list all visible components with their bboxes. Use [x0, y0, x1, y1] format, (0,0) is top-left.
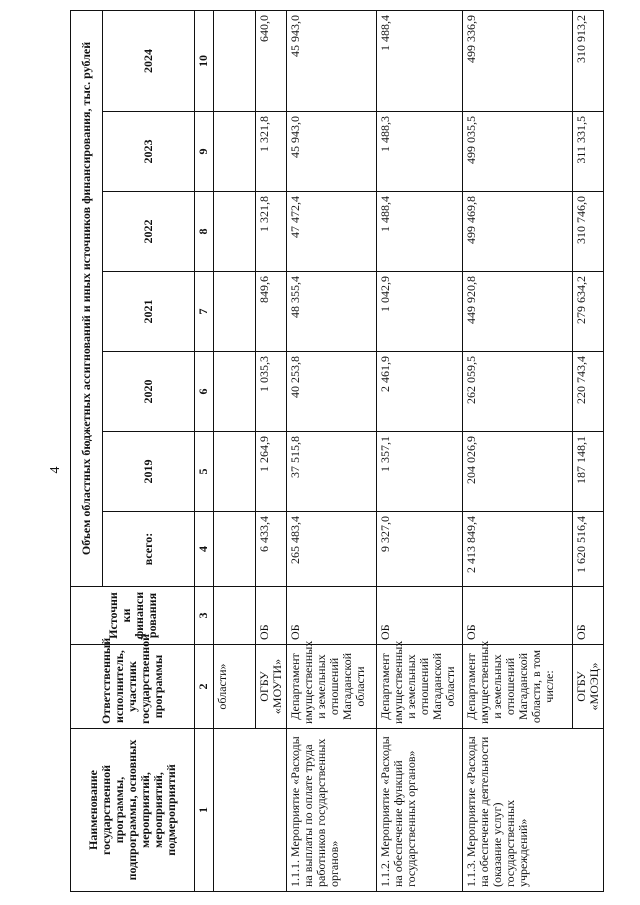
header-name: Наименование государственной программы, подпрограммы, основных мероприятий, мероприятий, подмероприятий	[71, 729, 195, 892]
year-value-cell: 499 336,9	[463, 10, 573, 111]
year-value-cell: 262 059,5	[463, 352, 573, 432]
year-value-cell: 37 515,8	[287, 432, 377, 512]
year-value-cell: 310 913,2	[573, 10, 604, 111]
executor-cell: Департамент имущественных и земельных отношений Магаданской области	[287, 645, 377, 729]
year-value-cell: 640,0	[256, 10, 287, 111]
year-value-cell: 1 357,1	[377, 432, 463, 512]
year-value-cell: 1 321,8	[256, 112, 287, 192]
table-row	[214, 10, 256, 891]
year-value-cell	[214, 112, 256, 192]
financing-table	[70, 10, 604, 892]
column-number: 4	[195, 512, 214, 587]
header-sources: Источни ки финанси рования	[71, 587, 195, 645]
table-row	[287, 10, 377, 891]
header-year: 2021	[103, 272, 195, 352]
total-cell: 2 413 849,4	[463, 512, 573, 587]
year-value-cell: 1 321,8	[256, 192, 287, 272]
year-value-cell: 220 743,4	[573, 352, 604, 432]
executor-cell: Департамент имущественных и земельных отношений Магаданской области, в том числе:	[463, 645, 573, 729]
table-row	[463, 10, 573, 891]
year-value-cell: 1 488,4	[377, 192, 463, 272]
column-number: 5	[195, 432, 214, 512]
column-number: 7	[195, 272, 214, 352]
year-value-cell: 204 026,9	[463, 432, 573, 512]
total-cell: 265 483,4	[287, 512, 377, 587]
header-year: 2023	[103, 112, 195, 192]
column-number: 10	[195, 10, 214, 111]
year-value-cell: 311 331,5	[573, 112, 604, 192]
year-value-cell: 45 943,0	[287, 112, 377, 192]
header-year: 2020	[103, 352, 195, 432]
header-financing-group: Объем областных бюджетных ассигнований и иных источников финансирования, тыс. рублей	[71, 10, 103, 586]
executor-cell: области»	[214, 645, 256, 729]
header-executor: Ответственный исполнитель, участник государственной программы	[71, 645, 195, 729]
year-value-cell: 1 264,9	[256, 432, 287, 512]
year-value-cell: 449 920,8	[463, 272, 573, 352]
year-value-cell: 187 148,1	[573, 432, 604, 512]
year-value-cell	[214, 192, 256, 272]
year-value-cell	[214, 272, 256, 352]
column-number: 9	[195, 112, 214, 192]
year-value-cell: 1 488,4	[377, 10, 463, 111]
column-number: 3	[195, 587, 214, 645]
year-value-cell: 1 042,9	[377, 272, 463, 352]
column-number: 6	[195, 352, 214, 432]
rotated-table-container	[70, 11, 630, 892]
executor-cell: Департамент имущественных и земельных отношений Магаданской области	[377, 645, 463, 729]
column-number: 2	[195, 645, 214, 729]
year-value-cell: 1 488,3	[377, 112, 463, 192]
source-cell: ОБ	[463, 587, 573, 645]
year-value-cell: 47 472,4	[287, 192, 377, 272]
source-cell: ОБ	[256, 587, 287, 645]
total-cell: 1 620 516,4	[573, 512, 604, 587]
measure-name-cell	[214, 729, 287, 892]
source-cell	[214, 587, 256, 645]
header-total: всего:	[103, 512, 195, 587]
header-row-1	[71, 10, 103, 891]
measure-name-cell: 1.1.3. Мероприятие «Расходы на обеспечение деятельности (оказание услуг) государственных учреждений»	[463, 729, 604, 892]
year-value-cell: 310 746,0	[573, 192, 604, 272]
total-cell: 6 433,4	[256, 512, 287, 587]
total-cell: 9 327,0	[377, 512, 463, 587]
column-number: 8	[195, 192, 214, 272]
page-number: 4	[48, 466, 63, 474]
executor-cell: ОГБУ «МОЭЦ»	[573, 645, 604, 729]
source-cell: ОБ	[287, 587, 377, 645]
source-cell: ОБ	[377, 587, 463, 645]
measure-name-cell: 1.1.1. Мероприятие «Расходы на выплаты по оплате труда работников государственных органов»	[287, 729, 377, 892]
measure-name-cell: 1.1.2. Мероприятие «Расходы на обеспечение функций государственных органов»	[377, 729, 463, 892]
header-year: 2024	[103, 10, 195, 111]
source-cell: ОБ	[573, 587, 604, 645]
year-value-cell: 2 461,9	[377, 352, 463, 432]
header-year: 2019	[103, 432, 195, 512]
year-value-cell: 48 355,4	[287, 272, 377, 352]
header-year: 2022	[103, 192, 195, 272]
year-value-cell	[214, 10, 256, 111]
year-value-cell: 499 035,5	[463, 112, 573, 192]
column-number-row	[195, 10, 214, 891]
total-cell	[214, 512, 256, 587]
executor-cell: ОГБУ «МОУТИ»	[256, 645, 287, 729]
column-number: 1	[195, 729, 214, 892]
year-value-cell: 45 943,0	[287, 10, 377, 111]
year-value-cell: 499 469,8	[463, 192, 573, 272]
year-value-cell	[214, 352, 256, 432]
year-value-cell: 40 253,8	[287, 352, 377, 432]
year-value-cell	[214, 432, 256, 512]
year-value-cell: 1 035,3	[256, 352, 287, 432]
year-value-cell: 279 634,2	[573, 272, 604, 352]
year-value-cell: 849,6	[256, 272, 287, 352]
table-row	[377, 10, 463, 891]
